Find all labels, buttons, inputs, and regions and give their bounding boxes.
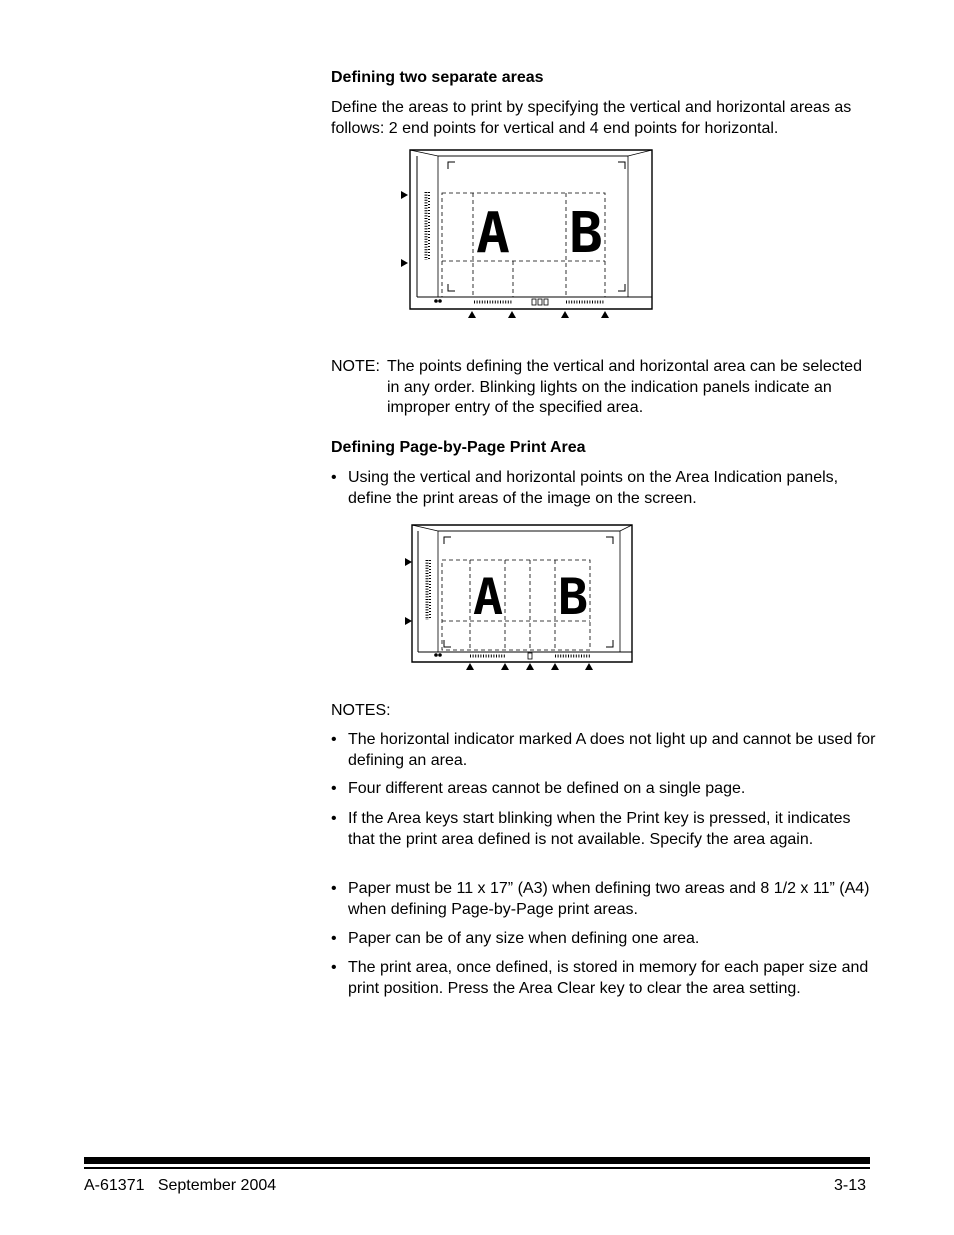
list-item-text: The horizontal indicator marked A does not light up and cannot be used for defining an area. [348,731,876,769]
list-item [331,958,876,999]
arrow-up-icon [551,663,559,670]
list-item-text: If the Area keys start blinking when the Print key is pressed, it indicates that the print area defined is not available. Specify the area again. [348,810,851,848]
horizontal-scale [434,653,590,659]
bullet-icon: • [331,810,337,827]
bullet-icon: • [331,930,337,947]
arrow-right-icon [405,617,412,625]
footer-rule-thick [84,1157,870,1164]
bullet-icon: • [331,731,337,748]
figure-page-by-page [398,520,638,672]
letter-a: A [472,568,504,626]
arrow-right-icon [405,558,412,566]
arrow-up-icon [466,663,474,670]
horizontal-scale [434,299,605,305]
arrow-right-icon [401,259,408,267]
arrow-up-icon [508,311,516,318]
arrow-up-icon [526,663,534,670]
section-heading-two-areas: Defining two separate areas [331,69,544,86]
section-heading-page-by-page: Defining Page-by-Page Print Area [331,439,586,456]
arrow-up-icon [468,311,476,318]
bullet-icon: • [331,880,337,897]
arrow-up-icon [585,663,593,670]
list-item-text: The print area, once defined, is stored in memory for each paper size and print position. Press the Area Clear key to clear the area setting. [348,959,869,997]
list-item [331,779,876,800]
list-item [331,879,876,920]
bullet-icon: • [331,469,337,486]
note-text: The points defining the vertical and horizontal area can be selected in any order. Blinking lights on the indication panels indicate an improper entry of the specified area. [387,358,862,416]
arrow-up-icon [601,311,609,318]
letter-b: B [569,201,603,266]
vertical-scale [427,560,430,620]
vertical-scale [426,192,429,260]
list-item [331,929,876,950]
bullet-icon: • [331,780,337,797]
letter-a: A [476,201,510,266]
footer-doc-id: A-61371 September 2004 [84,1177,277,1194]
notes-label: NOTES: [331,702,391,719]
note-block [331,357,876,419]
arrow-up-icon [501,663,509,670]
page-number: 3-13 [833,1177,866,1194]
list-item-text: Using the vertical and horizontal points on the Area Indication panels, define the print areas of the image on the screen. [348,469,839,507]
letter-b: B [557,568,589,626]
section-paragraph-two-areas: Define the areas to print by specifying the vertical and horizontal areas as follows: 2 end points for vertical and 4 end points for horizontal. [331,99,852,137]
footer-rule-thin [84,1167,870,1169]
figure-two-areas [398,147,660,322]
note-label: NOTE: [331,358,380,375]
list-item [331,730,876,771]
list-item [331,809,876,850]
list-item-text: Paper can be of any size when defining one area. [348,930,700,947]
list-item [331,468,876,509]
list-item-text: Four different areas cannot be defined on a single page. [348,780,746,797]
arrow-up-icon [561,311,569,318]
list-item-text: Paper must be 11 x 17” (A3) when defining two areas and 8 1/2 x 11” (A4) when defining Page-by-Page print areas. [348,880,870,918]
arrow-right-icon [401,191,408,199]
bullet-icon: • [331,959,337,976]
